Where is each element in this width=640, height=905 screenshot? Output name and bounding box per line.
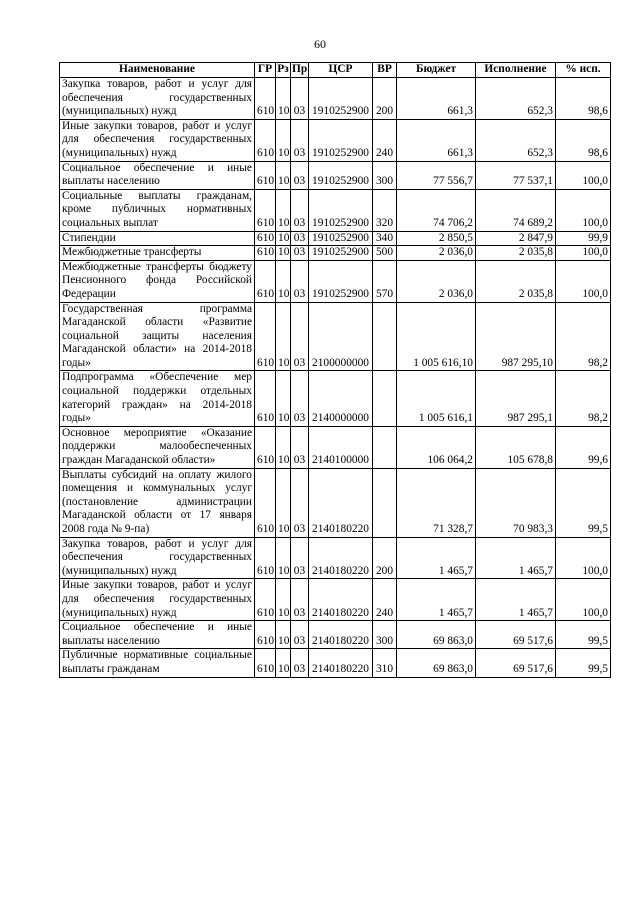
cell-pct: 98,6	[556, 119, 611, 161]
cell-budget: 1 005 616,1	[397, 371, 476, 426]
cell-budget: 77 556,7	[397, 161, 476, 189]
table-header-row	[60, 63, 611, 78]
cell-vr: 240	[373, 579, 397, 621]
table-row	[60, 260, 611, 302]
cell-execution: 74 689,2	[476, 189, 556, 231]
cell-budget: 661,3	[397, 78, 476, 120]
table-row	[60, 649, 611, 677]
cell-name: Социальное обеспечение и иные выплаты населению	[60, 621, 255, 649]
cell-csr: 2140180220	[309, 468, 373, 537]
cell-pct: 99,9	[556, 231, 611, 246]
cell-vr	[373, 426, 397, 468]
cell-pr: 03	[291, 119, 309, 161]
cell-budget: 2 036,0	[397, 246, 476, 261]
header-rz: Рз	[276, 63, 291, 78]
cell-name: Иные закупки товаров, работ и услуг для обеспечения государственных (муниципальных) нужд	[60, 579, 255, 621]
budget-execution-table	[59, 62, 611, 678]
cell-pct: 98,2	[556, 371, 611, 426]
header-pr: Пр	[291, 63, 309, 78]
cell-pct: 100,0	[556, 246, 611, 261]
cell-budget: 2 036,0	[397, 260, 476, 302]
cell-pr: 03	[291, 189, 309, 231]
header-pct: % исп.	[556, 63, 611, 78]
cell-execution: 987 295,10	[476, 302, 556, 371]
header-gr: ГР	[255, 63, 276, 78]
cell-vr: 300	[373, 621, 397, 649]
cell-name: Межбюджетные трансферты бюджету Пенсионного фонда Российской Федерации	[60, 260, 255, 302]
cell-rz: 10	[276, 231, 291, 246]
cell-csr: 1910252900	[309, 161, 373, 189]
cell-pr: 03	[291, 302, 309, 371]
table-row	[60, 302, 611, 371]
cell-execution: 69 517,6	[476, 621, 556, 649]
cell-rz: 10	[276, 161, 291, 189]
cell-rz: 10	[276, 426, 291, 468]
cell-pr: 03	[291, 231, 309, 246]
table-row	[60, 537, 611, 579]
cell-execution: 652,3	[476, 119, 556, 161]
cell-execution: 987 295,1	[476, 371, 556, 426]
cell-csr: 1910252900	[309, 231, 373, 246]
cell-pct: 98,2	[556, 302, 611, 371]
cell-execution: 1 465,7	[476, 579, 556, 621]
cell-name: Публичные нормативные социальные выплаты гражданам	[60, 649, 255, 677]
cell-pct: 99,5	[556, 649, 611, 677]
cell-name: Стипендии	[60, 231, 255, 246]
cell-vr	[373, 468, 397, 537]
cell-vr	[373, 302, 397, 371]
cell-pr: 03	[291, 468, 309, 537]
table-row	[60, 621, 611, 649]
cell-vr: 200	[373, 537, 397, 579]
cell-name: Иные закупки товаров, работ и услуг для обеспечения государственных (муниципальных) нужд	[60, 119, 255, 161]
cell-rz: 10	[276, 78, 291, 120]
cell-name: Социальное обеспечение и иные выплаты населению	[60, 161, 255, 189]
cell-csr: 2140000000	[309, 371, 373, 426]
cell-pr: 03	[291, 78, 309, 120]
cell-budget: 69 863,0	[397, 621, 476, 649]
cell-execution: 77 537,1	[476, 161, 556, 189]
cell-rz: 10	[276, 246, 291, 261]
cell-execution: 2 035,8	[476, 246, 556, 261]
cell-budget: 106 064,2	[397, 426, 476, 468]
cell-name: Государственная программа Магаданской области «Развитие социальной защиты населения Магаданской области» на 2014-2018 годы»	[60, 302, 255, 371]
cell-rz: 10	[276, 302, 291, 371]
cell-pct: 98,6	[556, 78, 611, 120]
table-body	[60, 78, 611, 678]
cell-pr: 03	[291, 621, 309, 649]
cell-gr: 610	[255, 426, 276, 468]
cell-gr: 610	[255, 621, 276, 649]
cell-csr: 1910252900	[309, 119, 373, 161]
cell-execution: 70 983,3	[476, 468, 556, 537]
cell-budget: 69 863,0	[397, 649, 476, 677]
cell-execution: 2 035,8	[476, 260, 556, 302]
cell-pr: 03	[291, 579, 309, 621]
cell-csr: 1910252900	[309, 78, 373, 120]
cell-pct: 100,0	[556, 537, 611, 579]
table-row	[60, 579, 611, 621]
cell-vr: 310	[373, 649, 397, 677]
header-execution: Исполнение	[476, 63, 556, 78]
cell-csr: 2140180220	[309, 649, 373, 677]
cell-name: Социальные выплаты гражданам, кроме публичных нормативных социальных выплат	[60, 189, 255, 231]
cell-rz: 10	[276, 621, 291, 649]
cell-csr: 2140180220	[309, 621, 373, 649]
cell-pct: 99,6	[556, 426, 611, 468]
table-row	[60, 231, 611, 246]
cell-rz: 10	[276, 579, 291, 621]
cell-rz: 10	[276, 189, 291, 231]
cell-budget: 1 465,7	[397, 579, 476, 621]
cell-gr: 610	[255, 260, 276, 302]
cell-budget: 2 850,5	[397, 231, 476, 246]
table-row	[60, 246, 611, 261]
cell-name: Межбюджетные трансферты	[60, 246, 255, 261]
cell-gr: 610	[255, 649, 276, 677]
cell-pr: 03	[291, 371, 309, 426]
cell-vr: 340	[373, 231, 397, 246]
table-row	[60, 78, 611, 120]
cell-vr: 570	[373, 260, 397, 302]
cell-rz: 10	[276, 468, 291, 537]
cell-gr: 610	[255, 537, 276, 579]
cell-csr: 2140100000	[309, 426, 373, 468]
cell-gr: 610	[255, 371, 276, 426]
cell-gr: 610	[255, 246, 276, 261]
table-row	[60, 189, 611, 231]
cell-budget: 1 465,7	[397, 537, 476, 579]
cell-name: Основное мероприятие «Оказание поддержки малообеспеченных граждан Магаданской области»	[60, 426, 255, 468]
cell-execution: 1 465,7	[476, 537, 556, 579]
cell-rz: 10	[276, 537, 291, 579]
cell-gr: 610	[255, 161, 276, 189]
cell-pr: 03	[291, 246, 309, 261]
cell-csr: 2140180220	[309, 537, 373, 579]
header-vr: ВР	[373, 63, 397, 78]
header-csr: ЦСР	[309, 63, 373, 78]
cell-gr: 610	[255, 231, 276, 246]
cell-pr: 03	[291, 426, 309, 468]
cell-pr: 03	[291, 649, 309, 677]
cell-pr: 03	[291, 260, 309, 302]
cell-execution: 652,3	[476, 78, 556, 120]
cell-vr: 500	[373, 246, 397, 261]
cell-rz: 10	[276, 371, 291, 426]
cell-vr: 320	[373, 189, 397, 231]
cell-name: Выплаты субсидий на оплату жилого помещения и коммунальных услуг (постановление администрации Магаданской области от 17 января 2008 года № 9-па)	[60, 468, 255, 537]
table-row	[60, 426, 611, 468]
cell-gr: 610	[255, 302, 276, 371]
header-name: Наименование	[60, 63, 255, 78]
cell-vr: 240	[373, 119, 397, 161]
cell-gr: 610	[255, 579, 276, 621]
table-row	[60, 119, 611, 161]
cell-pct: 99,5	[556, 621, 611, 649]
cell-name: Закупка товаров, работ и услуг для обеспечения государственных (муниципальных) нужд	[60, 537, 255, 579]
cell-gr: 610	[255, 468, 276, 537]
cell-name: Закупка товаров, работ и услуг для обеспечения государственных (муниципальных) нужд	[60, 78, 255, 120]
cell-execution: 105 678,8	[476, 426, 556, 468]
cell-rz: 10	[276, 260, 291, 302]
cell-csr: 1910252900	[309, 260, 373, 302]
cell-vr: 300	[373, 161, 397, 189]
cell-execution: 69 517,6	[476, 649, 556, 677]
cell-csr: 2100000000	[309, 302, 373, 371]
cell-pr: 03	[291, 161, 309, 189]
cell-budget: 661,3	[397, 119, 476, 161]
cell-csr: 2140180220	[309, 579, 373, 621]
cell-budget: 71 328,7	[397, 468, 476, 537]
cell-csr: 1910252900	[309, 189, 373, 231]
cell-pct: 100,0	[556, 579, 611, 621]
table-row	[60, 468, 611, 537]
table-row	[60, 161, 611, 189]
cell-execution: 2 847,9	[476, 231, 556, 246]
cell-pr: 03	[291, 537, 309, 579]
cell-gr: 610	[255, 189, 276, 231]
table-row	[60, 371, 611, 426]
cell-pct: 100,0	[556, 161, 611, 189]
cell-vr: 200	[373, 78, 397, 120]
header-budget: Бюджет	[397, 63, 476, 78]
cell-rz: 10	[276, 649, 291, 677]
cell-budget: 1 005 616,10	[397, 302, 476, 371]
cell-gr: 610	[255, 119, 276, 161]
cell-name: Подпрограмма «Обеспечение мер социальной поддержки отдельных категорий граждан» на 2014-2018 годы»	[60, 371, 255, 426]
cell-vr	[373, 371, 397, 426]
cell-csr: 1910252900	[309, 246, 373, 261]
cell-budget: 74 706,2	[397, 189, 476, 231]
cell-pct: 99,5	[556, 468, 611, 537]
cell-pct: 100,0	[556, 260, 611, 302]
cell-pct: 100,0	[556, 189, 611, 231]
cell-rz: 10	[276, 119, 291, 161]
page-number: 60	[314, 37, 326, 51]
cell-gr: 610	[255, 78, 276, 120]
